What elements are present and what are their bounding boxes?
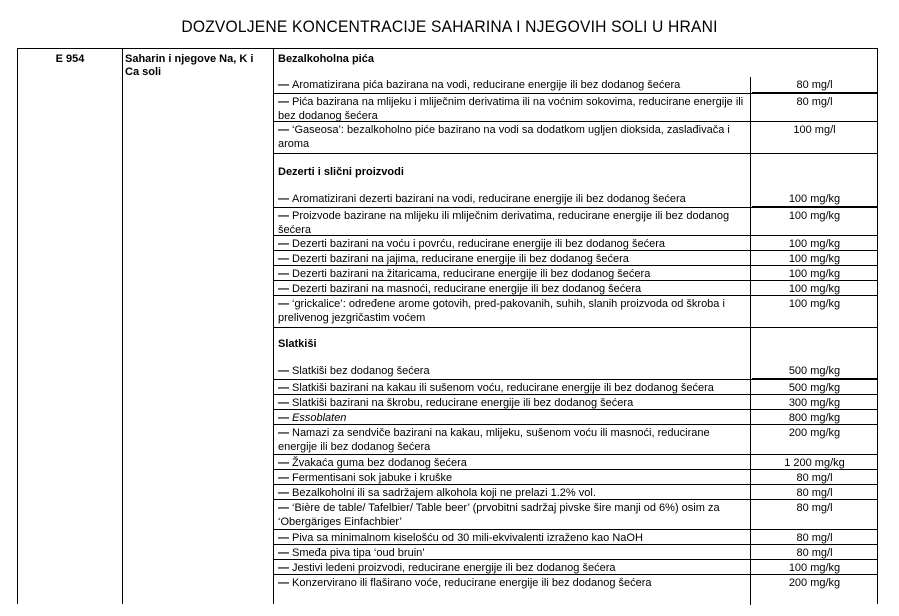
table-row: — Smeđa piva tipa ‘oud bruin’ 80 mg/l	[274, 544, 877, 560]
column-divider	[122, 49, 123, 604]
table-row: — Pića bazirana na mlijeku i mliječnim derivatima ili na voćnim sokovima, reducirane energije ili bez dodanog šećera 80 mg/l	[274, 93, 877, 122]
food-categories	[274, 49, 877, 604]
table-row: — Konzervirano ili flaširano voće, reducirane energije ili bez dodanog šećera 200 mg/kg	[274, 574, 877, 605]
section-title: Bezalkoholna pića	[278, 53, 374, 65]
table-row: — Slatkiši bazirani na škrobu, reducirane energije ili bez dodanog šećera 300 mg/kg	[274, 394, 877, 410]
table-row: — Dezerti bazirani na voću i povrću, reducirane energije ili bez dodanog šećera 100 mg/kg	[274, 235, 877, 251]
additive-code: E 954	[55, 53, 85, 65]
table-row: — ‘Gaseosa’: bezalkoholno piće bazirano na vodi sa dodatkom ugljen dioksida, zaslađivača i aroma 100 mg/l	[274, 121, 877, 154]
table-row: — Dezerti bazirani na žitaricama, reducirane energije ili bez dodanog šećera 100 mg/kg	[274, 265, 877, 281]
table-row: — Žvakaća guma bez dodanog šećera 1 200 mg/kg	[274, 454, 877, 470]
table-row: — ‘grickalice’: određene arome gotovih, pred-pakovanih, suhih, slanih proizvoda od škroba i prelivenog jezgričastim voćem 100 mg/kg	[274, 295, 877, 328]
section-title: Slatkiši	[278, 338, 317, 350]
page-title: DOZVOLJENE KONCENTRACIJE SAHARINA I NJEGOVIH SOLI U HRANI	[181, 17, 718, 36]
table-row: — Dezerti bazirani na jajima, reducirane energije ili bez dodanog šećera 100 mg/kg	[274, 250, 877, 266]
section-spacer	[274, 327, 877, 364]
table-row: — Namazi za sendviče bazirani na kakau, mlijeku, sušenom voću ili masnoći, reducirane energije ili bez dodanog šećera 200 mg/kg	[274, 424, 877, 455]
table-row: — Bezalkoholni ili sa sadržajem alkohola koji ne prelazi 1.2% vol. 80 mg/l	[274, 484, 877, 500]
section-title: Dezerti i slični proizvodi	[278, 166, 404, 178]
table-row: — Aromatizirani dezerti bazirani na vodi, reducirane energije ili bez dodanog šećera 100 mg/kg	[274, 191, 877, 207]
table-row: — Piva sa minimalnom kiselošću od 30 mili-ekvivalenti izraženo kao NaOH 80 mg/l	[274, 529, 877, 545]
table-row: — Proizvode bazirane na mlijeku ili mliječnim derivatima, reducirane energije ili bez dodanog šećera 100 mg/kg	[274, 207, 877, 236]
table-row: — Slatkiši bez dodanog šećera 500 mg/kg	[274, 363, 877, 379]
table-row: — ‘Bière de table/ Tafelbier/ Table beer’ (prvobitni sadržaj pivske šire manji od 6%) osim za ‘Obergäriges Einfachbier’ 80 mg/l	[274, 499, 877, 530]
table-row: — Essoblaten 800 mg/kg	[274, 409, 877, 425]
additive-name: Saharin i njegove Na, K i Ca soli	[125, 53, 254, 78]
concentration-table	[17, 48, 878, 604]
table-row: — Dezerti bazirani na masnoći, reducirane energije ili bez dodanog šećera 100 mg/kg	[274, 280, 877, 296]
table-row: — Aromatizirana pića bazirana na vodi, reducirane energije ili bez dodanog šećera 80 mg/l	[274, 77, 877, 93]
table-row: — Fermentisani sok jabuke i kruške 80 mg/l	[274, 469, 877, 485]
table-row: — Slatkiši bazirani na kakau ili sušenom voću, reducirane energije ili bez dodanog šećera 500 mg/kg	[274, 379, 877, 395]
table-row: — Jestivi ledeni proizvodi, reducirane energije ili bez dodanog šećera 100 mg/kg	[274, 559, 877, 575]
